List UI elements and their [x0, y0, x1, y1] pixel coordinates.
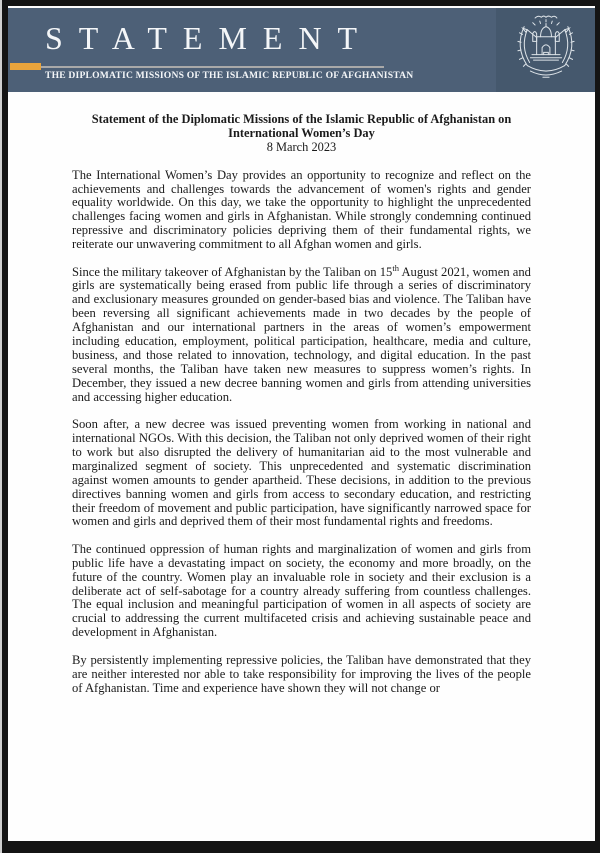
- ordinal-superscript: th: [392, 262, 399, 273]
- afghanistan-emblem-icon: [505, 11, 587, 89]
- gold-accent-bar: [10, 63, 41, 70]
- emblem-panel: [496, 8, 595, 92]
- paragraph-2-text: Since the military takeover of Afghanistan by the Taliban on 15: [72, 264, 393, 279]
- paragraph-1: The International Women’s Day provides an opportunity to recognize and reflect on the achievements and challenges towards the advancement of women's rights and gender equality worldwide. On this day, we take the opportunity to highlight the unprecedented challenges facing women and girls in Afghanistan. While strongly condemning continued repressive and discriminatory policies depriving them of their fundamental rights, we reiterate our unwavering commitment to all Afghan women and girls.: [72, 167, 531, 252]
- paragraph-4: The continued oppression of human rights and marginalization of women and girls from public life have a devastating impact on society, the economy and more broadly, on the future of the country. Women play an invaluable role in society and their exclusion is a deliberate act of self-sabotage for a country already suffering from countless challenges. The equal inclusion and meaningful participation of women in all aspects of society are crucial to addressing the current multifaceted crisis and achieving sustainable peace and development in Afghanistan.: [72, 541, 531, 640]
- document-body: [72, 112, 531, 709]
- paragraph-3: Soon after, a new decree was issued preventing women from working in national and international NGOs. With this decision, the Taliban not only deprived women of their right to work but also disrupted the delivery of humanitarian aid to the most vulnerable and marginalized segment of society. This unprecedented and systematic discrimination against women amounts to gender apartheid. These decisions, in addition to the previous directives banning women and girls from access to secondary education, and restricting their freedom of movement and public participation, have significantly narrowed space for women and girls and deprived them of their most fundamental rights and freedoms.: [72, 417, 531, 529]
- document-title-line1: Statement of the Diplomatic Missions of the Islamic Republic of Afghanistan on: [91, 112, 512, 126]
- document-title-line2: International Women’s Day: [228, 126, 375, 141]
- scan-edge-highlight: [0, 0, 2, 853]
- org-subtitle: THE DIPLOMATIC MISSIONS OF THE ISLAMIC REPUBLIC OF AFGHANISTAN: [45, 70, 414, 81]
- statement-heading: STATEMENT: [45, 20, 374, 56]
- document-date: 8 March 2023: [266, 140, 337, 155]
- header-rule: [10, 66, 384, 68]
- paragraph-2-text-continued: August 2021, women and girls are systematically being erased from public life through a series of discriminatory and exclusionary measures grounded on gender-based bias and violence. The Taliban have been reversing all significant achievements made in two decades by the people of Afghanistan and our international partners in the areas of women’s empowerment including education, employment, political participation, healthcare, media and culture, business, and those related to innovation, technology, and digital education. In the past several months, the Taliban have taken new measures to suppress women’s rights. In December, they issued a new decree banning women and girls from attending universities and accessing higher education.: [72, 264, 531, 404]
- header-banner: [8, 8, 595, 92]
- paragraph-5: By persistently implementing repressive policies, the Taliban have demonstrated that they are neither interested nor able to take responsibility for improving the lives of the people of Afghanistan. Time and experience have shown they will not change or: [72, 652, 531, 695]
- document-title: [72, 112, 531, 155]
- paragraph-2: [72, 262, 531, 405]
- document-page: [8, 6, 595, 841]
